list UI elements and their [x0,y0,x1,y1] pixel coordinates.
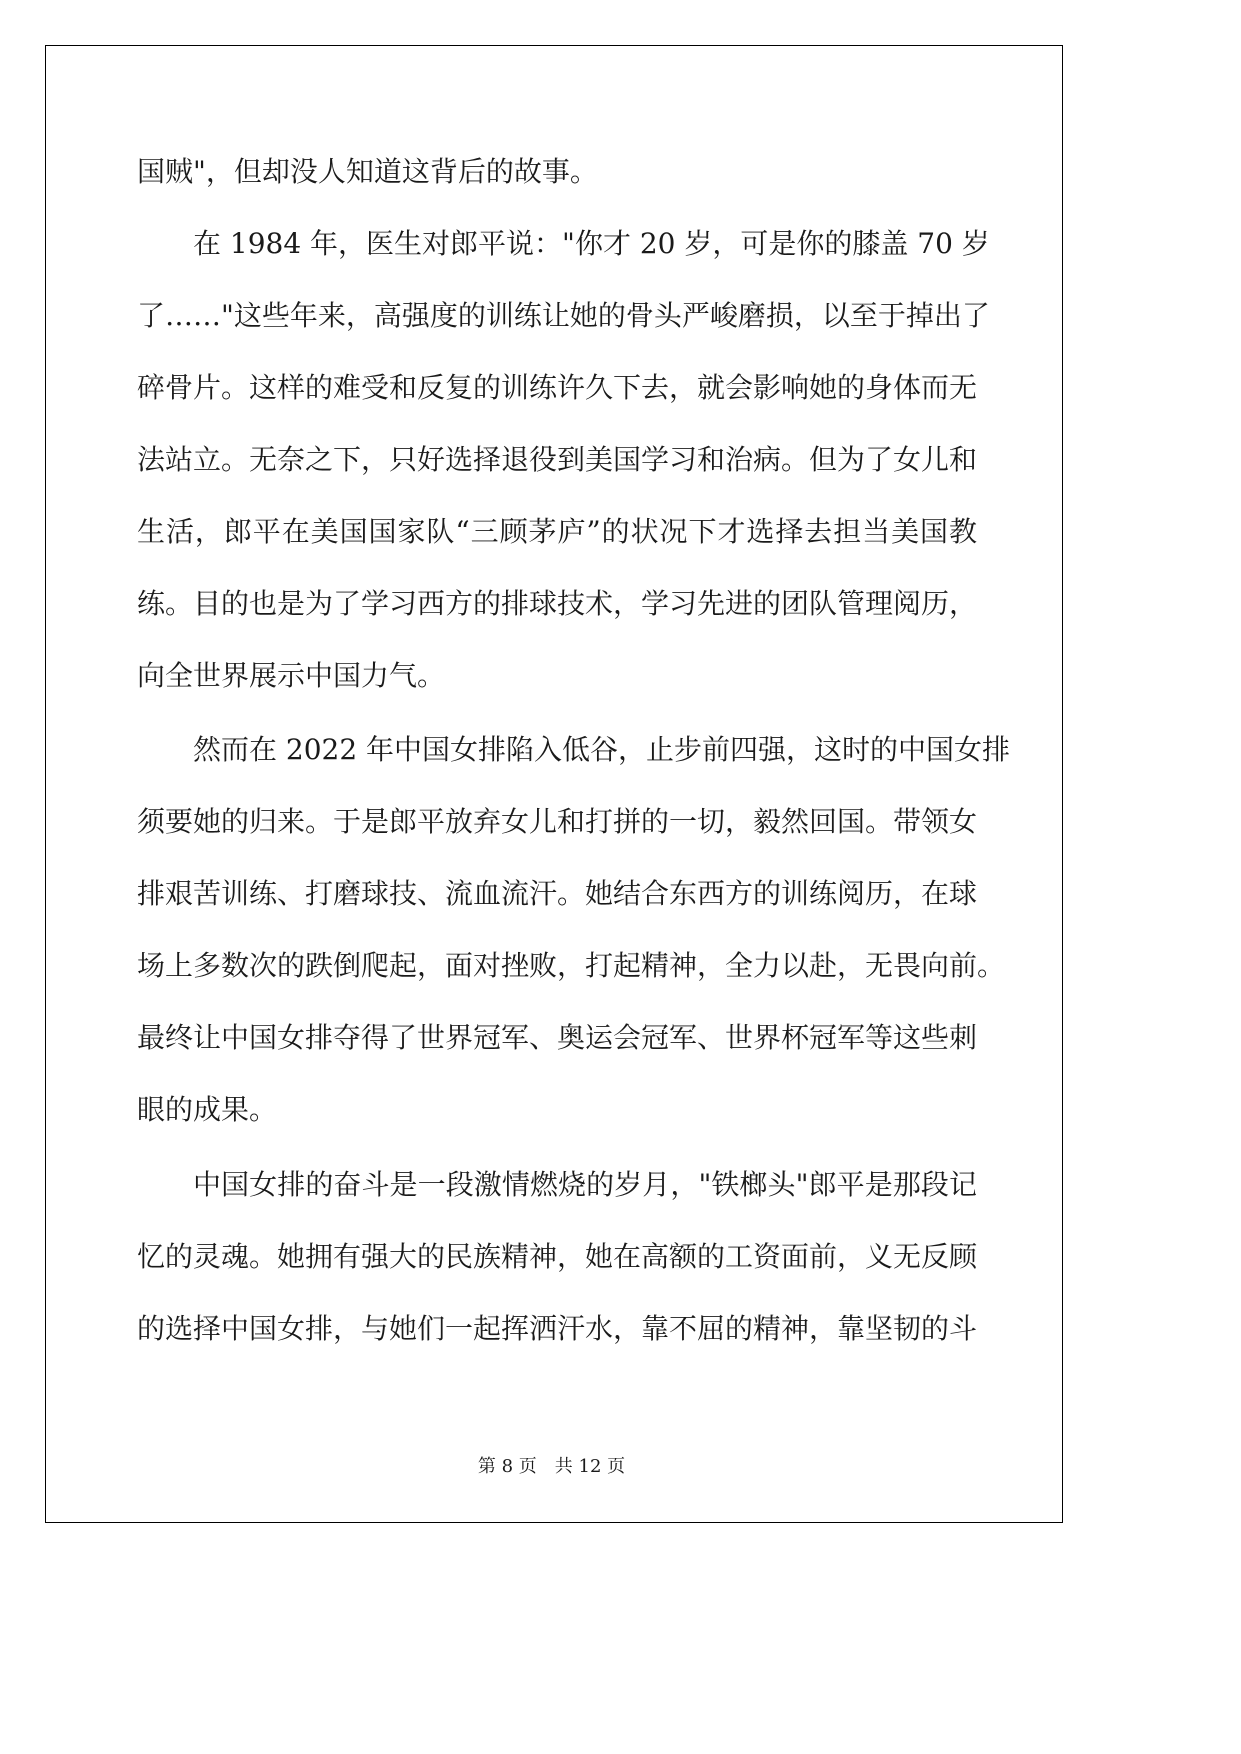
text-line: 法站立。无奈之下，只好选择退役到美国学习和治病。但为了女儿和 [137,443,978,476]
text-line: 眼的成果。 [137,1093,278,1126]
paragraph-first-line: 然而在 2022 年中国女排陷入低谷，止步前四强，这时的中国女排 [193,733,1011,766]
page-footer [0,1455,1103,1479]
page-total: 共 12 页 [554,1456,626,1477]
page-border [45,45,1063,1523]
paragraph-first-line: 中国女排的奋斗是一段激情燃烧的岁月，"铁榔头"郎平是那段记 [193,1168,977,1201]
text-line: 国贼"，但却没人知道这背后的故事。 [137,155,598,188]
text-line: 生活，郎平在美国国家队“三顾茅庐”的状况下才选择去担当美国教 [137,515,977,548]
text-line: 向全世界展示中国力气。 [137,659,446,692]
text-line: 最终让中国女排夺得了世界冠军、奥运会冠军、世界杯冠军等这些刺 [137,1021,978,1054]
text-line: 的选择中国女排，与她们一起挥洒汗水，靠不屈的精神，靠坚韧的斗 [137,1312,978,1345]
text-line: 须要她的归来。于是郎平放弃女儿和打拼的一切，毅然回国。带领女 [137,805,978,838]
text-line: 碎骨片。这样的难受和反复的训练许久下去，就会影响她的身体而无 [137,371,978,404]
text-line: 练。目的也是为了学习西方的排球技术，学习先进的团队管理阅历， [137,587,978,620]
text-line: 忆的灵魂。她拥有强大的民族精神，她在高额的工资面前，义无反顾 [137,1240,978,1273]
text-line: 了……"这些年来，高强度的训练让她的骨头严峻磨损，以至于掉出了 [137,299,990,332]
page-number: 第 8 页 [477,1456,537,1477]
text-line: 排艰苦训练、打磨球技、流血流汗。她结合东西方的训练阅历，在球 [137,877,978,910]
text-line: 场上多数次的跌倒爬起，面对挫败，打起精神，全力以赴，无畏向前。 [137,949,1006,982]
paragraph-first-line: 在 1984 年，医生对郎平说："你才 20 岁，可是你的膝盖 70 岁 [193,227,990,260]
